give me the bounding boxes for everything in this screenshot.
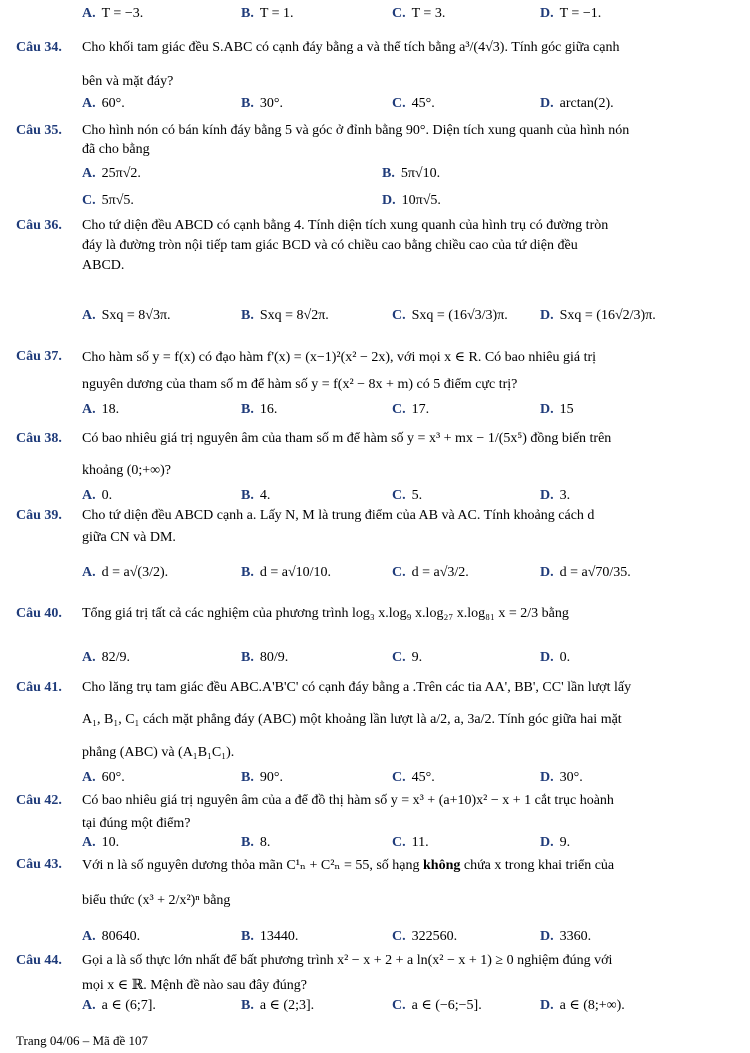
option-b: 13440. [259, 929, 299, 944]
option-b: a ∈ (2;3]. [259, 998, 315, 1013]
option-d: T = −1. [559, 6, 602, 21]
option-a: T = −3. [101, 6, 144, 21]
option-c: 45°. [411, 96, 435, 111]
option-a: 60°. [101, 96, 125, 111]
question-label: Câu 34. [16, 40, 62, 55]
option-a: d = a√(3/2). [101, 565, 169, 580]
exam-page: A. T = −3. B. T = 1. C. T = 3. D. T = −1. Câu 34. Cho khối tam giác đều S.ABC có cạnh đáy bằng a và thể tích bằng a³/(4√3). Tính góc giữa cạnh bên và mặt đáy? A. 60°. B. 30°. C. 45°. D. arctan(2). Câu 35. Cho hình nón có bán kính đáy bằng 5 và góc ở đỉnh bằng 90°. Diện tích xung quanh của hình nón đã cho bằng A. 25π√2. B. 5π√10. C. 5π√5. D. 10π√5. Câu 36. Cho tứ diện đều ABCD có cạnh bằng 4. Tính diện tích xung quanh của hình trụ có đường tròn đáy là đường tròn nội tiếp tam giác BCD và có chiều cao bằng chiều cao của tứ diện đều ABCD. A. Sxq = 8√3π. B. Sxq = 8√2π. C. Sxq = (16√3/3)π. D. Sxq = (16√2/3)π. Câu 37. Cho hàm số y = f(x) có đạo hàm f'(x) = (x−1)²(x² − 2x), với mọi x ∈ R. Có bao nhiêu giá trị nguyên dương của tham số m để hàm số y = f(x² − 8x + m) có 5 điểm cực trị? A. 18. B. 16. C. 17. D. 15 Câu 38. Có bao nhiêu giá trị nguyên âm của tham số m để hàm số y = x³ + mx − 1/(5x⁵) đồng biến trên khoảng (0;+∞)? A. 0. B. 4. C. 5. D. 3. Câu 39. Cho tứ diện đều ABCD cạnh a. Lấy N, M là trung điểm của AB và AC. Tính khoảng cách d giữa CN và DM. A. d = a√(3/2). B. d = a√10/10. C. d = a√3/2. D. d = a√70/35. Câu 40. Tổng giá trị tất cả các nghiệm của phương trình log₃ x.log₉ x.log₂₇ x.log₈₁ x = 2/3 bằng A. 82/9. B. 80/9. C. 9. D. 0. Câu 41. Cho lăng trụ tam giác đều ABC.A'B'C' có cạnh đáy bằng a .Trên các tia AA', BB', CC' lần lượt lấy A₁, B₁, C₁ cách mặt phẳng đáy (ABC) một khoảng lần lượt là a/2, a, 3a/2. Tính góc giữa hai mặt phẳng (ABC) và (A₁B₁C₁). A. 60°. B. 90°. C. 45°. D. 30°. Câu 42. Có bao nhiêu giá trị nguyên âm của a để đồ thị hàm số y = x³ + (a+10)x² − x + 1 cắt trục hoành tại đúng một điểm? A. 10. B. 8. C. 11. D. 9. Câu 43. Với n là số nguyên dương thỏa mãn C¹ₙ + C²ₙ = 55, số hạng không chứa x trong khai triển của biểu thức (x³ + 2/x²)ⁿ bằng A. 80640. B. 13440. C. 322560. D. 3360. Câu 44. Gọi a là số thực lớn nhất để bất phương trình x² − x + 2 + a ln(x² − x + 1) ≥ 0 nghiệm đúng với mọi x ∈ ℝ. Mệnh đề nào sau đây đúng? A. a ∈ (6;7]. B. a ∈ (2;3]. C. a ∈ (−6;−5]. D. a ∈ (8;+∞). Trang 04/06 – Mã đề 107 [16, 6, 656, 1048]
option-c: d = a√3/2. [411, 565, 469, 580]
option-b: 80/9. [259, 650, 289, 665]
option-c: 5. [411, 488, 423, 503]
option-c: T = 3. [411, 6, 446, 21]
option-d: a ∈ (8;+∞). [559, 998, 625, 1013]
option-d: 15 [559, 402, 574, 417]
option-d: 0. [559, 650, 571, 665]
option-c: 322560. [411, 929, 458, 944]
option-a: 60°. [101, 770, 125, 785]
option-c: 45°. [411, 770, 435, 785]
option-a: 0. [101, 488, 113, 503]
option-b: T = 1. [259, 6, 294, 21]
option-b: 16. [259, 402, 278, 417]
option-d: 10π√5. [401, 193, 441, 208]
option-b: d = a√10/10. [259, 565, 332, 580]
option-a: 82/9. [101, 650, 131, 665]
option-c: 5π√5. [101, 193, 134, 208]
option-a: Sxq = 8√3π. [101, 308, 171, 323]
option-a: 80640. [101, 929, 141, 944]
option-c: 17. [411, 402, 430, 417]
option-d: arctan(2). [559, 96, 614, 111]
option-b: 30°. [259, 96, 283, 111]
option-d: 30°. [559, 770, 583, 785]
option-b: Sxq = 8√2π. [259, 308, 329, 323]
option-d: 3360. [559, 929, 592, 944]
option-a: 25π√2. [101, 166, 141, 181]
option-d: 3. [559, 488, 571, 503]
option-a: a ∈ (6;7]. [101, 998, 156, 1013]
option-c: 9. [411, 650, 423, 665]
option-d: Sxq = (16√2/3)π. [559, 308, 656, 323]
option-b: 5π√10. [400, 166, 441, 181]
option-b: 90°. [259, 770, 283, 785]
page-footer: Trang 04/06 – Mã đề 107 [16, 1033, 149, 1048]
option-a: 10. [101, 835, 120, 850]
option-c: 11. [411, 835, 429, 850]
option-d: d = a√70/35. [559, 565, 631, 580]
option-c: Sxq = (16√3/3)π. [411, 308, 508, 323]
option-d: 9. [559, 835, 571, 850]
option-c: a ∈ (−6;−5]. [411, 998, 482, 1013]
option-b: 8. [259, 835, 271, 850]
option-b: 4. [259, 488, 271, 503]
option-a: 18. [101, 402, 120, 417]
question-text: Cho khối tam giác đều S.ABC có cạnh đáy bằng a và thể tích bằng a³/(4√3). Tính góc giữa cạnh [82, 40, 620, 55]
